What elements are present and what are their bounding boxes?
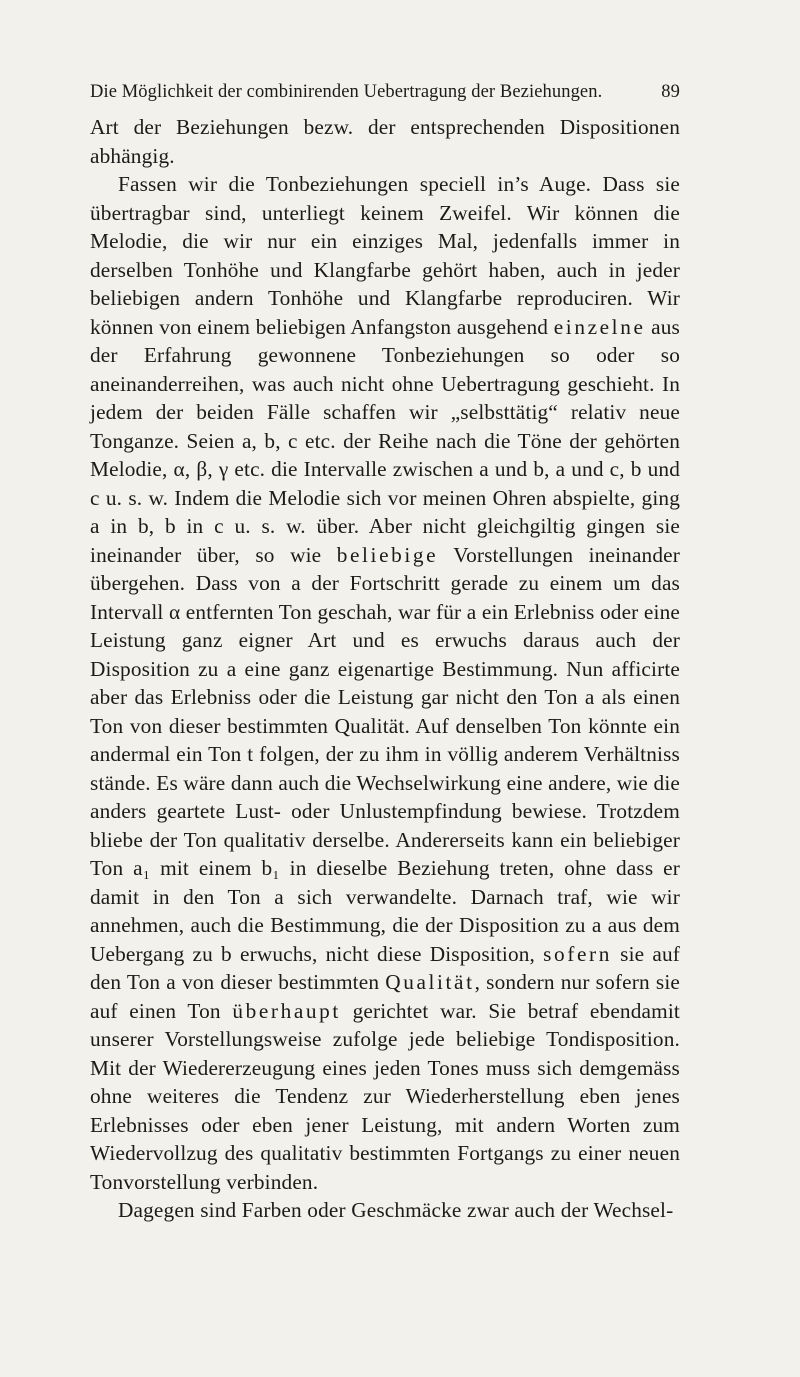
page-number: 89: [661, 82, 680, 102]
text-run: , sondern nur sofern sie auf einen Ton: [90, 970, 680, 1023]
paragraph: [90, 170, 680, 1196]
text-run: Vorstellungen ineinander übergehen. Dass von a der Fortschritt gerade zu einem um das Intervall α entfernten Ton geschah, war für a ein Erlebniss oder eine Leistung ganz eigner Art und es erwuchs daraus auch der Disposition zu a eine ganz eigenartige Bestimmung. Nun afficirte aber das Erlebniss oder die Leistung gar nicht den Ton a als einen Ton von dieser bestimmten Qualität. Auf denselben Ton könnte ein andermal ein Ton t folgen, der zu ihm in völlig anderem Verhältniss stände. Es wäre dann auch die Wechselwirkung eine andere, wie die anders geartete Lust- oder Unlustempfindung bewiese. Trotzdem bliebe der Ton qualitativ derselbe. Andererseits kann ein beliebiger Ton a₁ mit einem b₁ in dieselbe Beziehung treten, ohne dass er damit in den Ton a sich verwandelte. Darnach traf, wie wir annehmen, auch die Bestimmung, die der Disposition zu a aus dem Uebergang zu b erwuchs, nicht diese Disposition,: [90, 542, 680, 966]
running-title: Die Möglichkeit der combinirenden Uebertragung der Beziehungen.: [90, 82, 603, 102]
paragraph-text: Dagegen sind Farben oder Geschmäcke zwar auch der Wechsel-: [118, 1198, 674, 1222]
text-run: Fassen wir die Tonbeziehungen speciell in’s Auge. Dass sie übertragbar sind, unterliegt keinem Zweifel. Wir können die Melodie, die wir nur ein einziges Mal, jedenfalls immer in derselben Tonhöhe und Klangfarbe gehört haben, auch in jeder beliebigen andern Tonhöhe und Klangfarbe reproduciren. Wir können von einem beliebigen Anfangston ausgehend: [90, 172, 680, 339]
text-run: gerichtet war. Sie betraf ebendamit unserer Vorstellungsweise zufolge jede beliebige Tondisposition. Mit der Wiedererzeugung eines jeden Tones muss sich demgemäss ohne weiteres die Tendenz zur Wiederherstellung eben jenes Erlebnisses oder eben jener Leistung, mit andern Worten zum Wiedervollzug des qualitativ bestimmten Fortgangs zu einer neuen Tonvorstellung verbinden.: [90, 998, 680, 1194]
text-run: sie auf den Ton a von dieser bestimmten: [90, 941, 681, 994]
emphasis-spaced: überhaupt: [232, 998, 341, 1023]
running-header: [90, 78, 680, 106]
body-text: [90, 113, 680, 1225]
paragraph-last-line: [90, 1196, 680, 1225]
emphasis-spaced: Qualität: [385, 970, 475, 994]
text-run: aus der Erfahrung gewonnene Tonbeziehungen so oder so aneinanderreihen, was auch nicht ohne Uebertragung geschieht. In jedem der beiden Fälle schaffen wir „selbsttätig“ relativ neue Tonganze. Seien a, b, c etc. der Reihe nach die Töne der gehörten Melodie, α, β, γ etc. die Intervalle zwischen a und b, a und c, b und c u. s. w. Indem die Melodie sich vor meinen Ohren abspielte, ging a in b, b in c u. s. w. über. Aber nicht gleichgiltig gingen sie ineinander über, so wie: [90, 314, 680, 567]
emphasis-spaced: sofern: [543, 941, 612, 966]
emphasis-spaced: einzelne: [553, 314, 646, 339]
paragraph-text: Art der Beziehungen bezw. der entsprechenden Dispositionen abhängig.: [90, 115, 680, 168]
emphasis-spaced: beliebige: [336, 542, 439, 567]
paragraph-continuation: [90, 113, 680, 170]
